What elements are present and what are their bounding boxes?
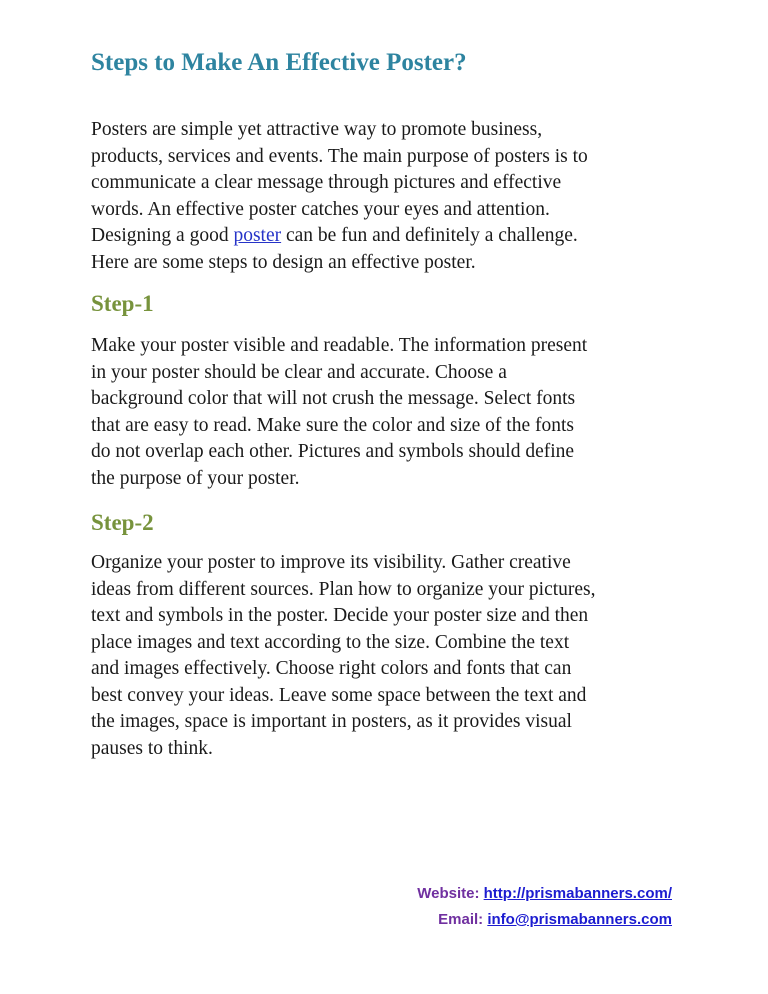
intro-line: communicate a clear message through pictures and effective bbox=[91, 172, 562, 193]
step-2-line: the images, space is important in posters, as it provides visual bbox=[91, 711, 572, 732]
step-1-line: that are easy to read. Make sure the color and size of the fonts bbox=[91, 414, 574, 436]
intro-line: words. An effective poster catches your eyes and attention. bbox=[91, 198, 550, 220]
step-2-line: ideas from different sources. Plan how to organize your pictures, bbox=[91, 578, 596, 600]
step-2-line: best convey your ideas. Leave some space between the text and bbox=[91, 684, 587, 706]
page-title: Steps to Make An Effective Poster? bbox=[91, 49, 467, 76]
step-2-line: place images and text according to the size. Combine the text bbox=[91, 631, 570, 653]
intro-line: products, services and events. The main purpose of posters is to bbox=[91, 145, 588, 167]
footer-website bbox=[417, 884, 672, 904]
step-2-line: and images effectively. Choose right colors and fonts that can bbox=[91, 658, 572, 679]
intro-line: Here are some steps to design an effective poster. bbox=[91, 251, 476, 273]
intro-paragraph bbox=[91, 117, 691, 276]
step-2-line: pauses to think. bbox=[91, 737, 213, 759]
website-label: Website: bbox=[417, 885, 480, 902]
poster-link[interactable]: poster bbox=[233, 225, 282, 246]
website-link[interactable]: http://prismabanners.com/ bbox=[483, 885, 672, 902]
step-1-line: background color that will not crush the message. Select fonts bbox=[91, 388, 576, 409]
step-2-line: text and symbols in the poster. Decide your poster size and then bbox=[91, 605, 589, 626]
step-2-paragraph bbox=[91, 550, 691, 762]
step-2-heading: Step-2 bbox=[91, 510, 154, 535]
email-link[interactable]: info@prismabanners.com bbox=[487, 911, 672, 928]
step-1-line: do not overlap each other. Pictures and symbols should define bbox=[91, 441, 575, 462]
email-label: Email: bbox=[438, 911, 484, 928]
footer-email bbox=[438, 910, 672, 930]
step-1-line: Make your poster visible and readable. The information present bbox=[91, 335, 588, 356]
step-1-heading: Step-1 bbox=[91, 291, 154, 316]
step-1-line: the purpose of your poster. bbox=[91, 467, 300, 489]
intro-text: can be fun and definitely a challenge. bbox=[281, 225, 578, 246]
intro-line bbox=[91, 223, 691, 250]
step-2-line: Organize your poster to improve its visibility. Gather creative bbox=[91, 552, 571, 573]
intro-text: Designing a good bbox=[91, 225, 234, 246]
intro-line: Posters are simple yet attractive way to promote business, bbox=[91, 119, 543, 140]
step-1-paragraph bbox=[91, 333, 691, 492]
step-1-line: in your poster should be clear and accurate. Choose a bbox=[91, 361, 507, 383]
